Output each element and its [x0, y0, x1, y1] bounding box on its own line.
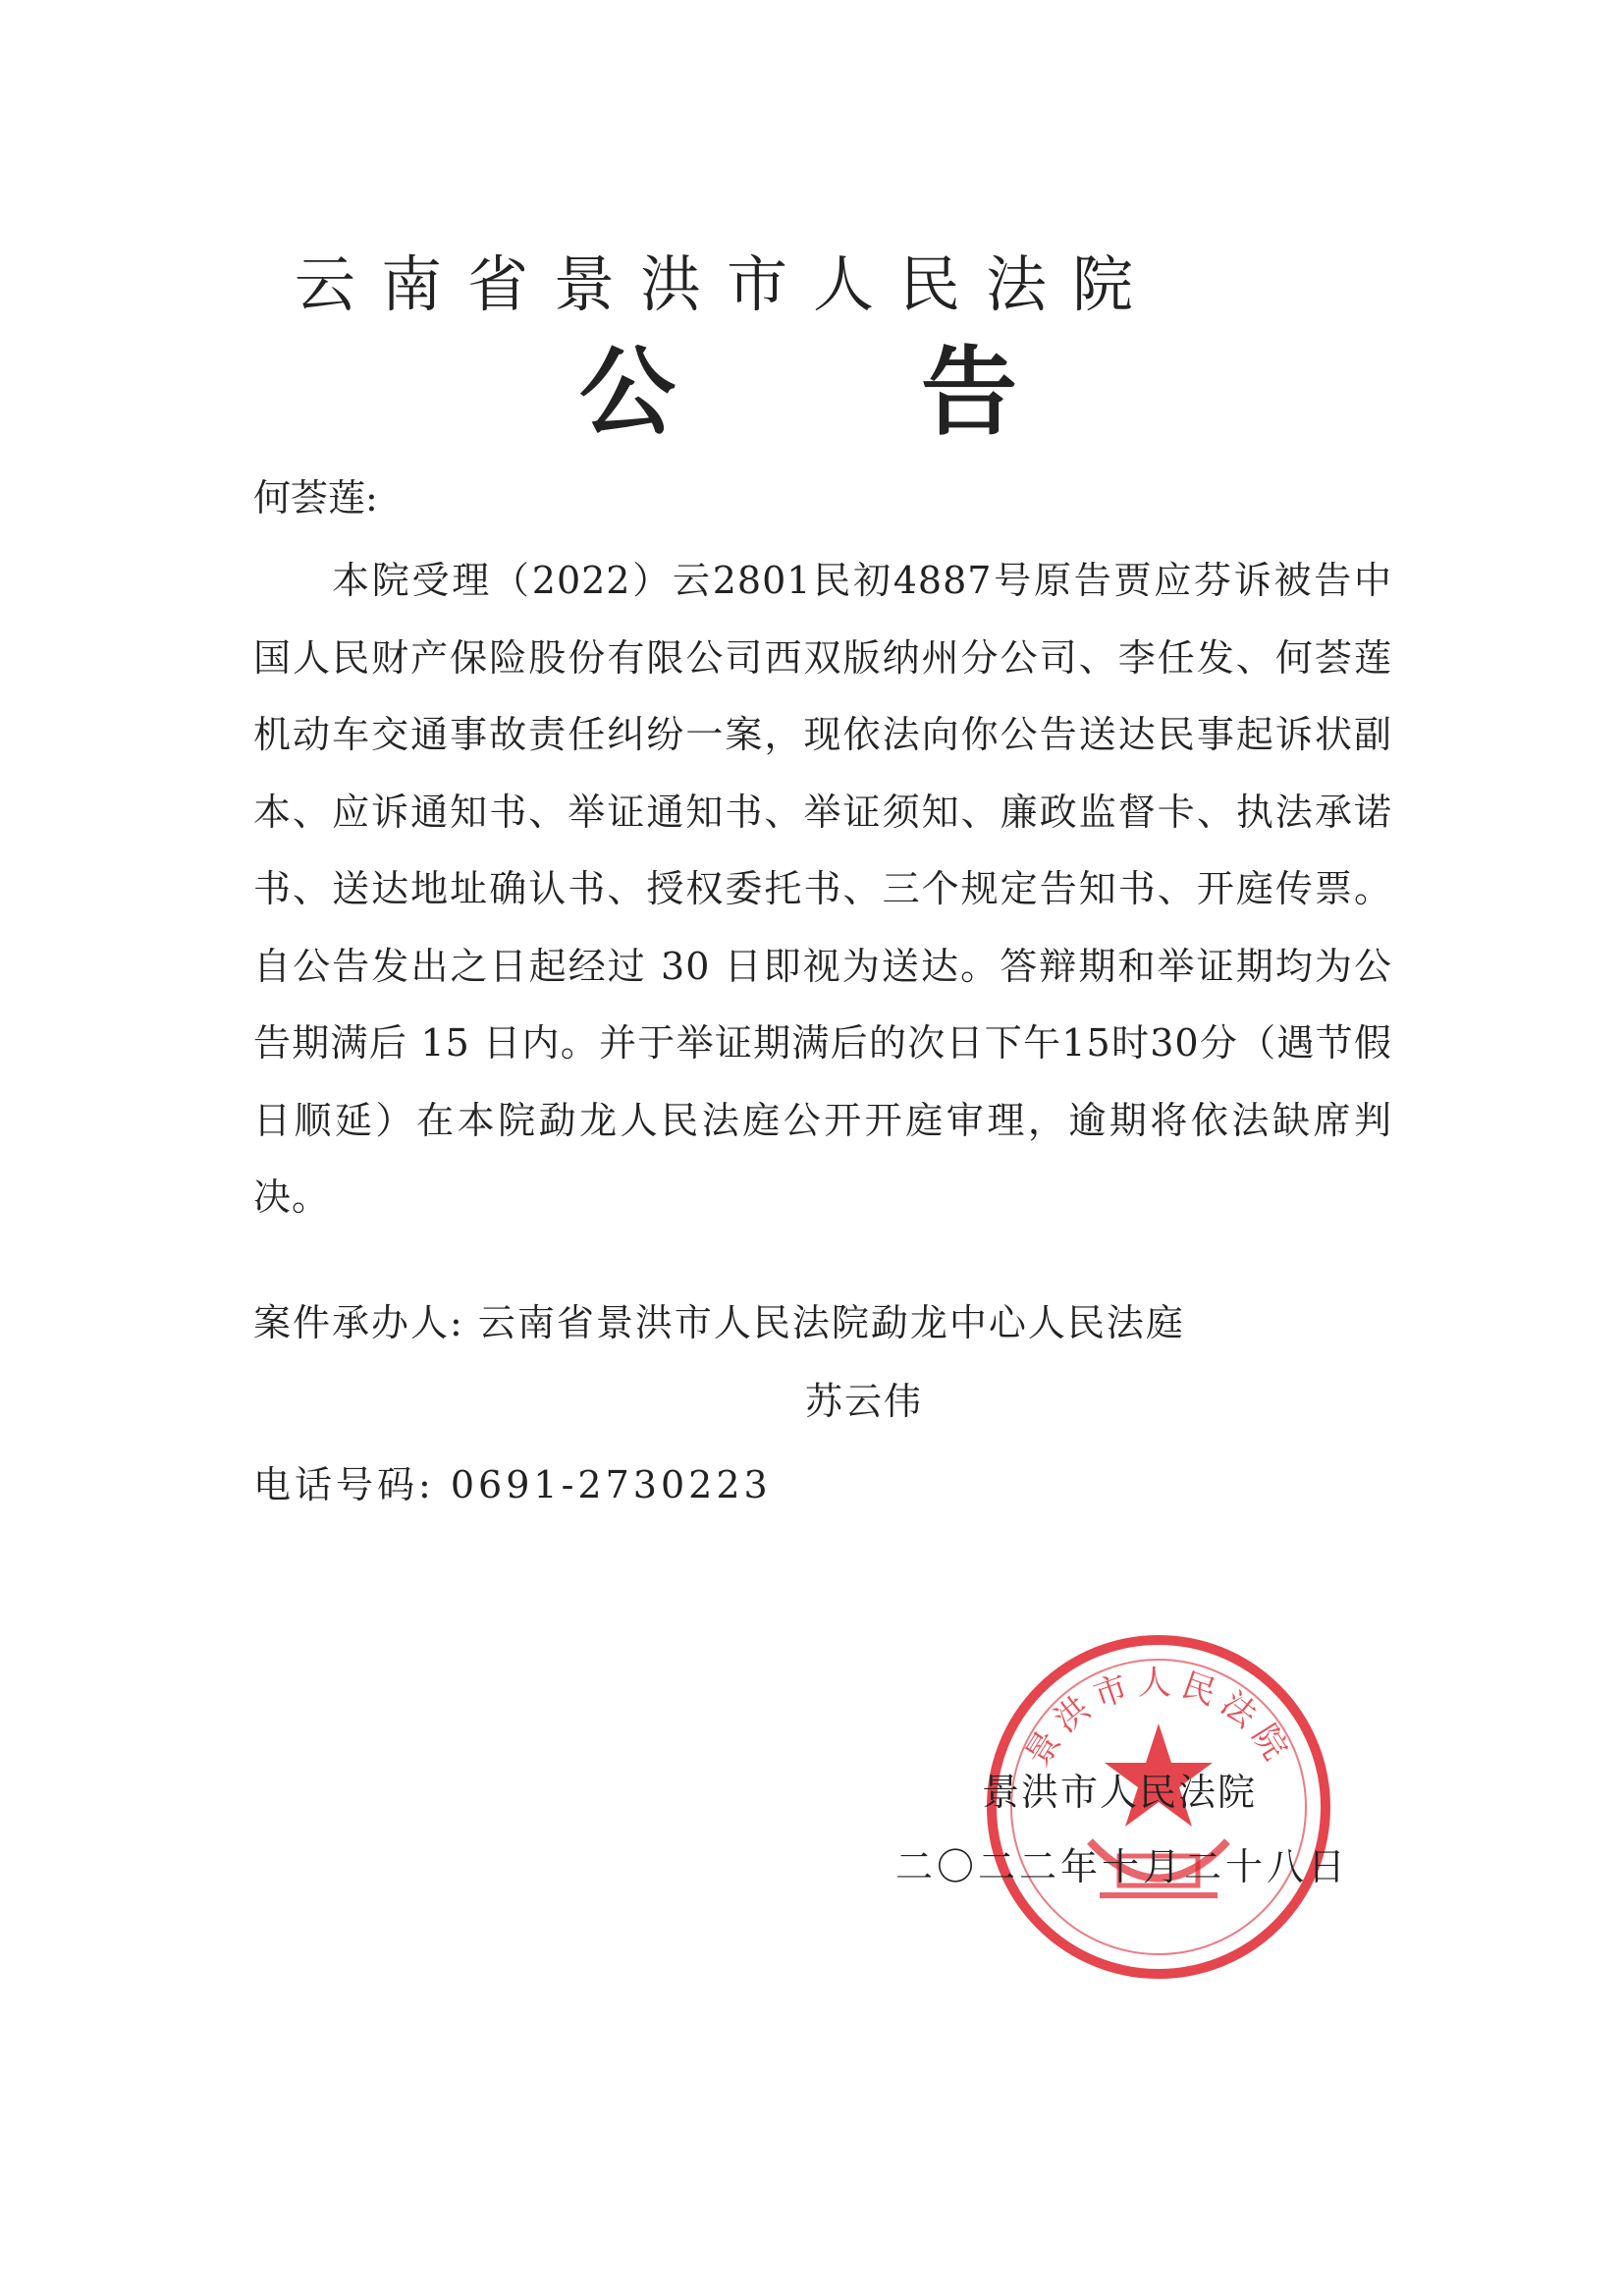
court-title: 云南省景洪市人民法院	[295, 248, 1160, 320]
handler-name: 苏云伟	[805, 1380, 924, 1423]
signature-court: 景洪市人民法院	[982, 1771, 1258, 1814]
notice-body: 本院受理（2022）云2801民初4887号原告贾应芬诉被告中国人民财产保险股份有限公司西双版纳州分公司、李任发、何荟莲机动车交通事故责任纠纷一案，现依法向你公告送达民事起诉状副本、应诉通知书、举证通知书、举证须知、廉政监督卡、执法承诺书、送达地址确认书、授权委托书、三个规定告知书、开庭传票。自公告发出之日起经过 30 日即视为送达。答辩期和举证期均为公告期满后 15 日内。并于举证期满后的次日下午15时30分（遇节假日顺延）在本院勐龙人民法庭公开开庭审理，逾期将依法缺席判决。	[253, 559, 1392, 1219]
svg-text:景洪市人民法院: 景洪市人民法院	[1017, 1664, 1300, 1774]
case-handler: 案件承办人: 云南省景洪市人民法院勐龙中心人民法庭	[253, 1301, 1185, 1344]
document-type-title: 公告	[579, 337, 1264, 449]
signature-date: 二〇二二年十月二十八日	[895, 1845, 1350, 1888]
phone-number: 电话号码: 0691-2730223	[253, 1463, 772, 1506]
addressee: 何荟莲:	[253, 476, 378, 519]
